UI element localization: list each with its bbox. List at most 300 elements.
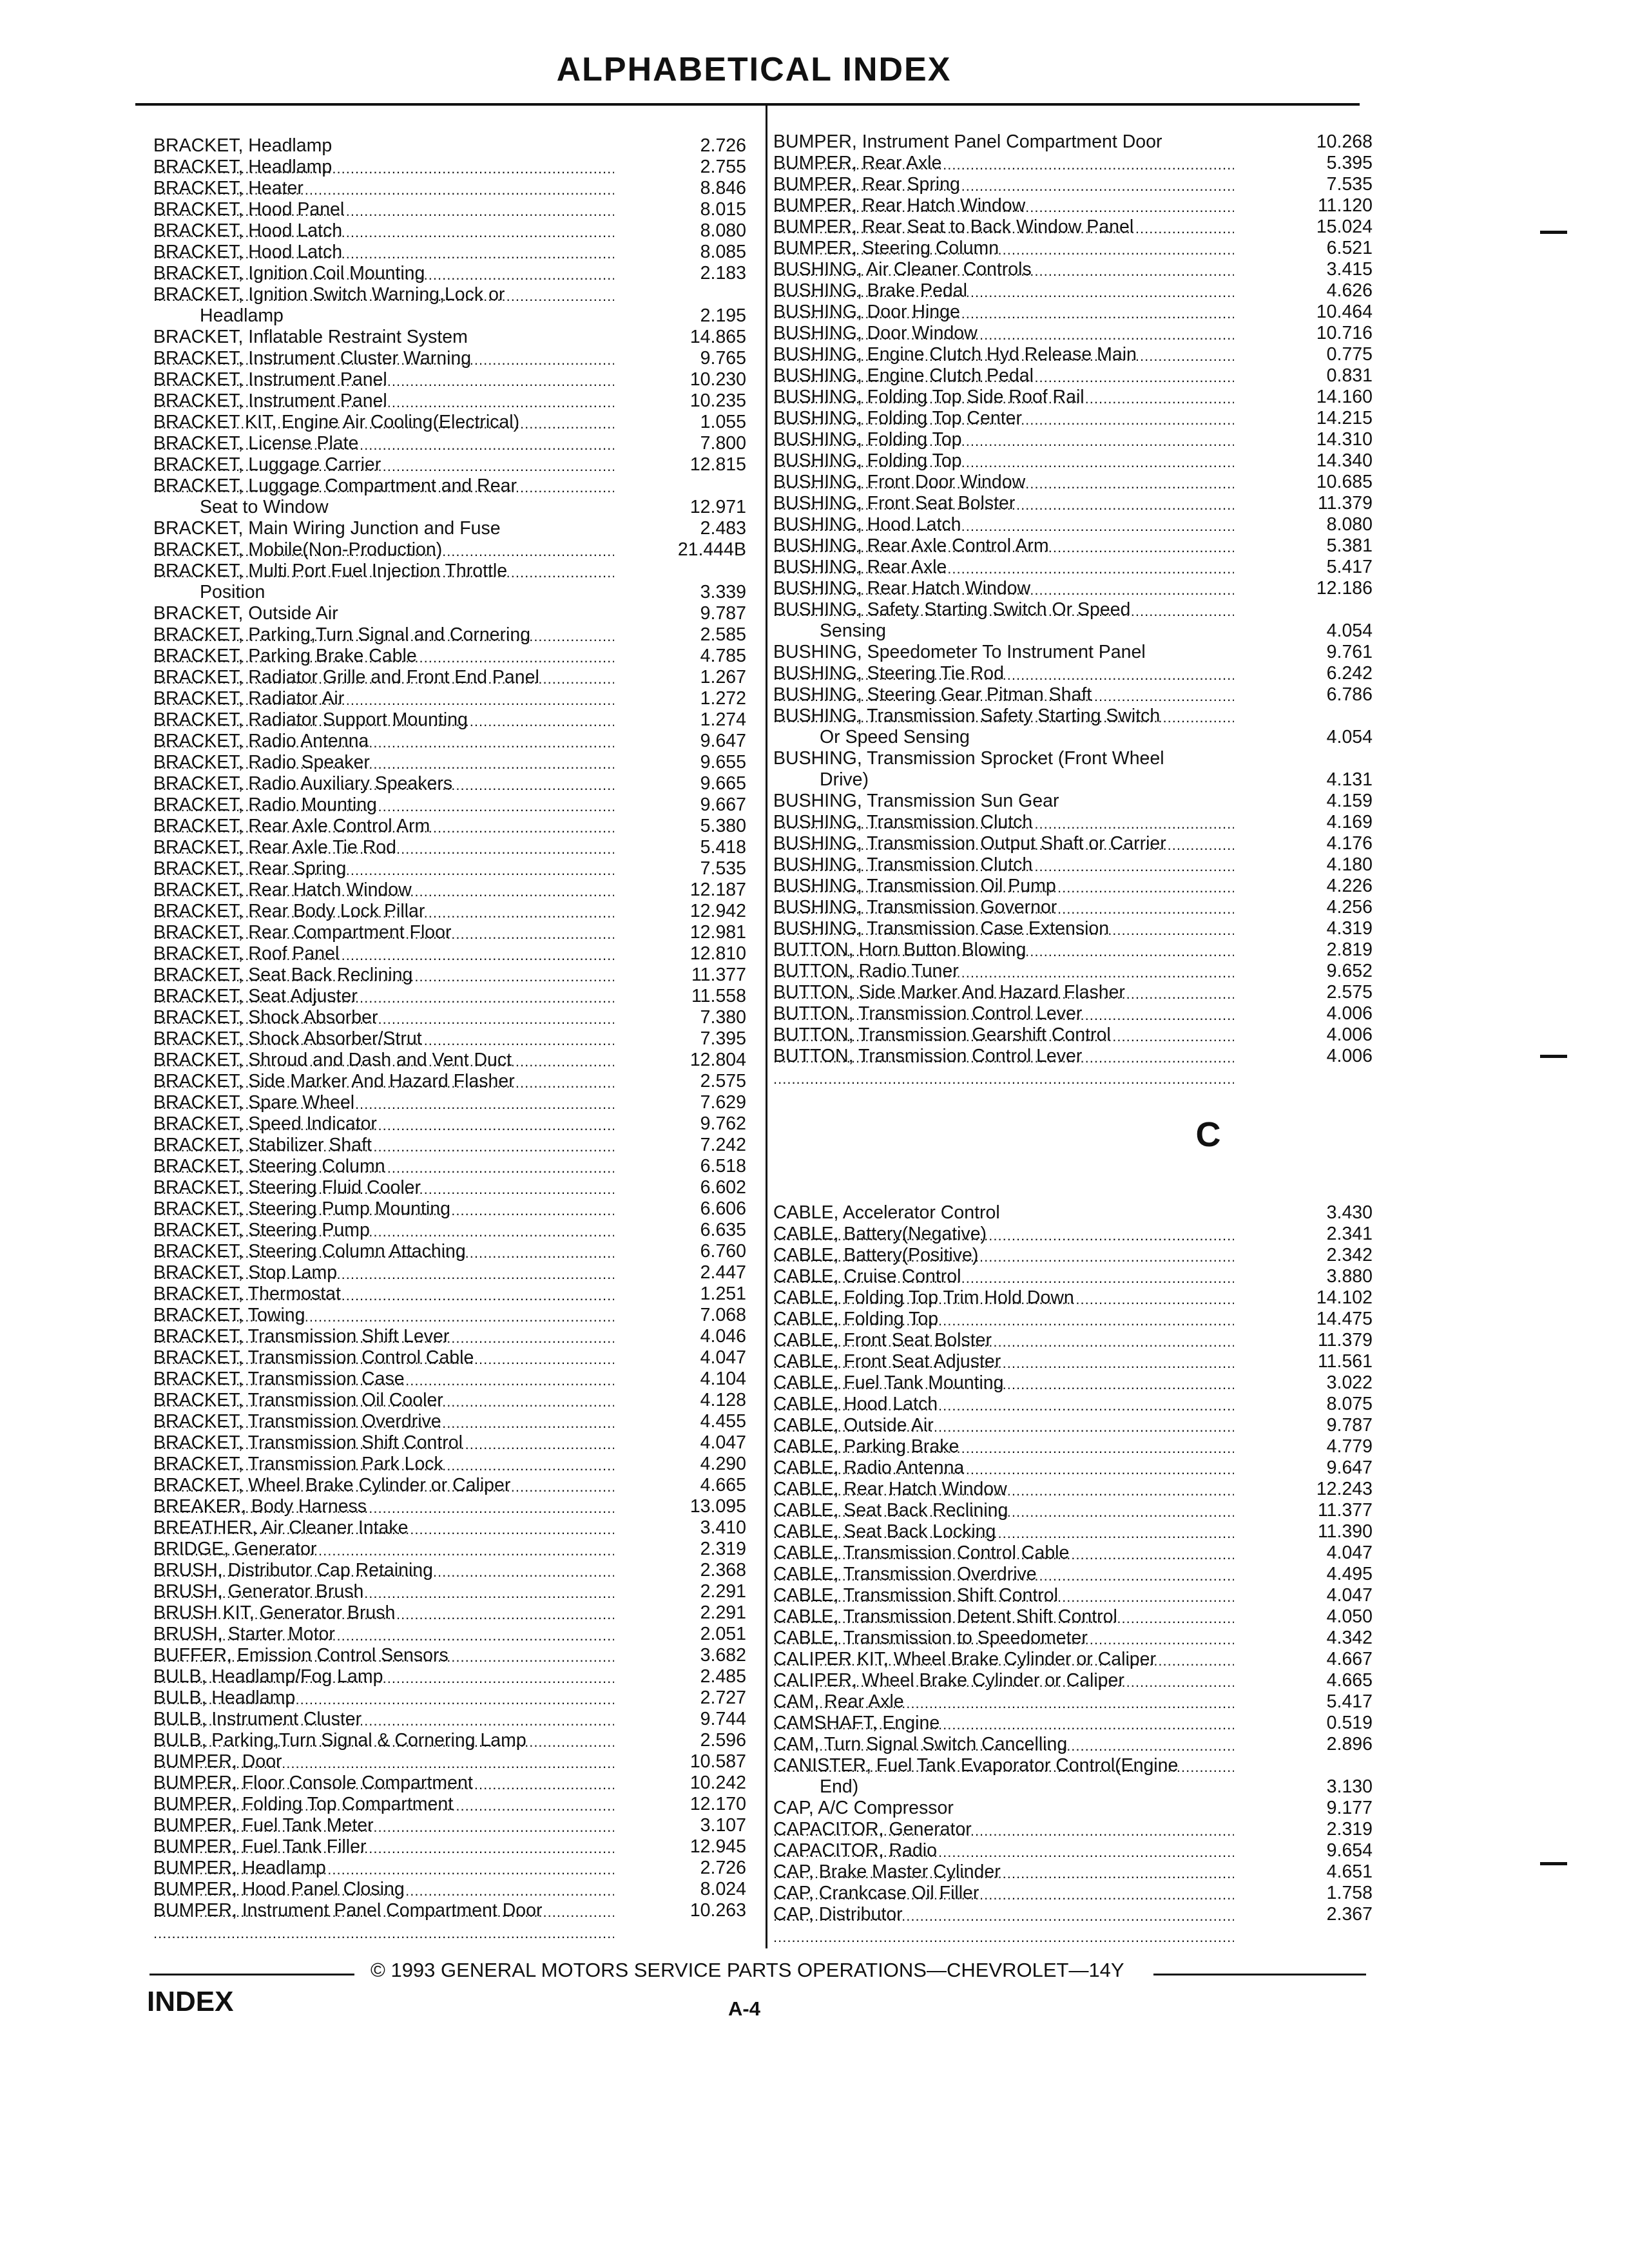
entry-title: BRACKET, Outside Air ..... bbox=[153, 603, 614, 646]
footer-rule-left bbox=[149, 1974, 354, 1975]
index-entry bbox=[773, 1521, 1373, 1542]
entry-page-ref: 7.800 bbox=[700, 433, 746, 454]
entry-title: CABLE, Fuel Tank Mounting ..... bbox=[773, 1372, 1234, 1415]
index-entry bbox=[773, 684, 1373, 706]
entry-title: BUSHING, Rear Hatch Window ..... bbox=[773, 578, 1234, 620]
entry-title: BUSHING, Transmission Oil Pump ..... bbox=[773, 876, 1234, 918]
entry-page-ref: 4.006 bbox=[1326, 1003, 1373, 1024]
entry-page-ref: 2.291 bbox=[700, 1602, 746, 1623]
entry-page-ref: 9.654 bbox=[1326, 1840, 1373, 1861]
index-entry bbox=[153, 1687, 746, 1709]
entry-title: CABLE, Folding Top ..... bbox=[773, 1309, 1234, 1351]
entry-title: CABLE, Seat Back Reclining ..... bbox=[773, 1500, 1234, 1542]
index-entry bbox=[153, 242, 746, 263]
entry-title: CABLE, Front Seat Bolster ..... bbox=[773, 1330, 1234, 1372]
index-entry bbox=[153, 1305, 746, 1326]
entry-title: CAPACITOR, Generator ..... bbox=[773, 1819, 1234, 1861]
entry-page-ref: 21.444B bbox=[677, 539, 746, 560]
entry-title: BUSHING, Transmission Clutch ..... bbox=[773, 812, 1234, 854]
index-entry bbox=[153, 1007, 746, 1028]
entry-title: BRACKET, Headlamp ..... bbox=[153, 135, 614, 178]
entry-title: BRACKET, Radio Auxiliary Speakers ..... bbox=[153, 773, 614, 816]
index-entry bbox=[773, 1436, 1373, 1457]
entry-title: BRACKET, Headlamp ..... bbox=[153, 157, 614, 199]
entry-page-ref: 9.665 bbox=[700, 773, 746, 794]
entry-title: BUTTON, Horn Button Blowing ..... bbox=[773, 939, 1234, 982]
entry-page-ref: 4.256 bbox=[1326, 897, 1373, 918]
entry-page-ref: 2.447 bbox=[700, 1262, 746, 1283]
index-entry bbox=[153, 709, 746, 731]
entry-page-ref: 9.787 bbox=[700, 603, 746, 624]
entry-page-ref: 4.665 bbox=[700, 1475, 746, 1495]
entry-page-ref: 12.170 bbox=[689, 1794, 746, 1814]
entry-title: BRACKET, Spare Wheel ..... bbox=[153, 1092, 614, 1135]
index-entry bbox=[773, 1457, 1373, 1479]
entry-title: BRACKET, Side Marker And Hazard Flasher ..... bbox=[153, 1071, 614, 1113]
index-entry bbox=[153, 369, 746, 390]
entry-title bbox=[153, 284, 614, 327]
index-entry bbox=[773, 174, 1373, 195]
index-entry bbox=[773, 1713, 1373, 1734]
index-entry bbox=[773, 642, 1373, 663]
entry-title: BUSHING, Engine Clutch Hyd Release Main ..... bbox=[773, 344, 1234, 387]
index-entry bbox=[153, 624, 746, 646]
entry-page-ref: 0.831 bbox=[1326, 365, 1373, 386]
entry-page-ref: 10.235 bbox=[689, 390, 746, 411]
index-entry bbox=[153, 518, 746, 539]
entry-title: BRACKET, Multi Port Fuel Injection Throttle bbox=[153, 561, 508, 581]
index-entry bbox=[153, 879, 746, 901]
entry-title: BUSHING, Engine Clutch Pedal ..... bbox=[773, 365, 1234, 408]
index-entry bbox=[773, 876, 1373, 897]
entry-page-ref: 4.128 bbox=[700, 1390, 746, 1410]
index-entry bbox=[773, 280, 1373, 302]
entry-page-ref: 11.390 bbox=[1317, 1521, 1373, 1542]
entry-title: BRACKET, Shroud and Dash and Vent Duct ..... bbox=[153, 1050, 614, 1092]
index-entry bbox=[153, 794, 746, 816]
entry-page-ref: 3.410 bbox=[700, 1517, 746, 1538]
entry-title: BRACKET, Transmission Overdrive ..... bbox=[153, 1411, 614, 1454]
entry-page-ref: 13.095 bbox=[689, 1496, 746, 1517]
entry-title: BUSHING, Transmission Governor ..... bbox=[773, 897, 1234, 939]
entry-page-ref: 4.495 bbox=[1326, 1564, 1373, 1584]
entry-page-ref: 2.727 bbox=[700, 1687, 746, 1708]
index-entry bbox=[153, 1879, 746, 1900]
entry-title: CALIPER, Wheel Brake Cylinder or Caliper ..... bbox=[773, 1670, 1234, 1713]
entry-page-ref: 2.896 bbox=[1326, 1734, 1373, 1754]
entry-title: BRACKET, Radio Antenna ..... bbox=[153, 731, 614, 773]
entry-page-ref: 6.635 bbox=[700, 1220, 746, 1240]
entry-title: BRACKET, Shock Absorber ..... bbox=[153, 1007, 614, 1050]
index-entry bbox=[773, 408, 1373, 429]
entry-title: BUSHING, Folding Top Side Roof Rail ..... bbox=[773, 387, 1234, 429]
entry-page-ref: 7.395 bbox=[700, 1028, 746, 1049]
entry-page-ref: 4.047 bbox=[1326, 1542, 1373, 1563]
entry-title: BRACKET, Towing ..... bbox=[153, 1305, 614, 1347]
entry-title: CABLE, Front Seat Adjuster ..... bbox=[773, 1351, 1234, 1394]
index-entry bbox=[153, 1475, 746, 1496]
index-entry bbox=[773, 1024, 1373, 1046]
entry-title: BUTTON, Transmission Gearshift Control ..... bbox=[773, 1024, 1234, 1067]
entry-title: BRACKET, Shock Absorber/Strut ..... bbox=[153, 1028, 614, 1071]
entry-page-ref: 11.377 bbox=[691, 965, 746, 985]
entry-page-ref: 2.291 bbox=[700, 1581, 746, 1602]
entry-title: CABLE, Battery(Negative) ..... bbox=[773, 1224, 1234, 1266]
entry-page-ref: 14.865 bbox=[689, 327, 746, 347]
index-entry bbox=[153, 284, 746, 327]
entry-title: BUSHING, Transmission Clutch ..... bbox=[773, 854, 1234, 897]
index-entry bbox=[153, 837, 746, 858]
entry-page-ref: 0.775 bbox=[1326, 344, 1373, 365]
index-entry bbox=[773, 833, 1373, 854]
index-entry bbox=[153, 731, 746, 752]
index-entry bbox=[773, 535, 1373, 557]
entry-page-ref: 5.417 bbox=[1326, 1691, 1373, 1712]
entry-page-ref: 12.945 bbox=[689, 1836, 746, 1857]
index-entry bbox=[773, 216, 1373, 238]
entry-title: BUMPER, Door ..... bbox=[153, 1751, 614, 1794]
entry-page-ref: 4.047 bbox=[700, 1432, 746, 1453]
entry-title-continuation: Drive) bbox=[820, 769, 869, 790]
index-entry bbox=[153, 1560, 746, 1581]
entry-page-ref: 5.381 bbox=[1326, 535, 1373, 556]
index-entry bbox=[773, 259, 1373, 280]
entry-page-ref: 10.464 bbox=[1316, 302, 1373, 322]
index-group-b bbox=[773, 131, 1373, 1067]
index-entry bbox=[773, 812, 1373, 833]
copyright-notice: © 1993 GENERAL MOTORS SERVICE PARTS OPERATIONS—CHEVROLET—14Y bbox=[371, 1959, 1124, 1981]
page-number: A-4 bbox=[728, 1997, 760, 2020]
index-entry bbox=[153, 1539, 746, 1560]
index-entry bbox=[153, 1241, 746, 1262]
footer-rule-right bbox=[1153, 1974, 1366, 1975]
entry-title: BUMPER, Instrument Panel Compartment Door ..... bbox=[773, 131, 1234, 174]
title-rule bbox=[135, 103, 1360, 106]
entry-title: BUMPER, Fuel Tank Meter ..... bbox=[153, 1815, 614, 1858]
index-entry bbox=[773, 1691, 1373, 1713]
entry-page-ref: 2.319 bbox=[1326, 1819, 1373, 1840]
entry-page-ref: 9.647 bbox=[1326, 1457, 1373, 1478]
entry-title: BRACKET, Transmission Shift Control ..... bbox=[153, 1432, 614, 1475]
entry-title: BUMPER, Instrument Panel Compartment Door ..... bbox=[153, 1900, 614, 1943]
entry-page-ref: 3.682 bbox=[700, 1645, 746, 1666]
entry-page-ref: 2.319 bbox=[700, 1539, 746, 1559]
entry-title: CABLE, Transmission Detent Shift Control ..... bbox=[773, 1606, 1234, 1649]
entry-title bbox=[773, 706, 1234, 748]
entry-title: BUTTON, Side Marker And Hazard Flasher ..... bbox=[773, 982, 1234, 1024]
entry-title: BRUSH KIT, Generator Brush ..... bbox=[153, 1602, 614, 1645]
index-entry bbox=[773, 493, 1373, 514]
entry-page-ref: 3.022 bbox=[1326, 1372, 1373, 1393]
index-entry bbox=[773, 1415, 1373, 1436]
entry-title: CABLE, Transmission Shift Control ..... bbox=[773, 1585, 1234, 1628]
entry-title: BUTTON, Radio Tuner ..... bbox=[773, 961, 1234, 1003]
entry-page-ref: 1.055 bbox=[700, 412, 746, 432]
index-entry bbox=[773, 344, 1373, 365]
index-entry bbox=[773, 1649, 1373, 1670]
index-entry bbox=[773, 1564, 1373, 1585]
entry-title-continuation: Position bbox=[200, 582, 265, 602]
entry-page-ref: 4.180 bbox=[1326, 854, 1373, 875]
entry-page-ref: 2.755 bbox=[700, 157, 746, 177]
index-entry bbox=[153, 1432, 746, 1454]
index-entry bbox=[153, 1900, 746, 1921]
index-entry bbox=[153, 476, 746, 518]
entry-page-ref: 9.765 bbox=[700, 348, 746, 369]
index-entry bbox=[153, 1135, 746, 1156]
index-entry bbox=[773, 1394, 1373, 1415]
entry-page-ref: 1.267 bbox=[700, 667, 746, 687]
entry-page-ref: 4.626 bbox=[1326, 280, 1373, 301]
entry-page-ref: 9.652 bbox=[1326, 961, 1373, 981]
index-entry bbox=[153, 1602, 746, 1624]
entry-title: BRACKET, Steering Pump Mounting ..... bbox=[153, 1198, 614, 1241]
entry-page-ref: 2.819 bbox=[1326, 939, 1373, 960]
index-entry bbox=[153, 752, 746, 773]
entry-page-ref: 4.104 bbox=[700, 1369, 746, 1389]
index-entry bbox=[773, 365, 1373, 387]
entry-page-ref: 12.187 bbox=[689, 879, 746, 900]
index-entry bbox=[153, 688, 746, 709]
entry-title: BUMPER, Rear Axle ..... bbox=[773, 153, 1234, 195]
entry-title: BUSHING, Door Window ..... bbox=[773, 323, 1234, 365]
entry-page-ref: 6.242 bbox=[1326, 663, 1373, 684]
entry-title: BUSHING, Hood Latch ..... bbox=[773, 514, 1234, 557]
entry-page-ref: 4.176 bbox=[1326, 833, 1373, 854]
entry-page-ref: 4.651 bbox=[1326, 1861, 1373, 1882]
entry-title: BRUSH, Starter Motor ..... bbox=[153, 1624, 614, 1666]
entry-page-ref: 12.804 bbox=[689, 1050, 746, 1070]
entry-title: CAPACITOR, Radio ..... bbox=[773, 1840, 1234, 1883]
index-entry bbox=[773, 1351, 1373, 1372]
entry-page-ref: 1.251 bbox=[700, 1283, 746, 1304]
entry-title: BRACKET, Parking,Turn Signal and Cornering ..... bbox=[153, 624, 614, 667]
entry-page-ref: 8.075 bbox=[1326, 1394, 1373, 1414]
entry-page-ref: 4.046 bbox=[700, 1326, 746, 1347]
entry-page-ref: 2.575 bbox=[1326, 982, 1373, 1003]
entry-page-ref: 7.629 bbox=[700, 1092, 746, 1113]
entry-page-ref: 1.272 bbox=[700, 688, 746, 709]
entry-page-ref: 12.810 bbox=[689, 943, 746, 964]
entry-page-ref: 2.195 bbox=[700, 305, 746, 326]
entry-title bbox=[153, 561, 614, 603]
index-entry bbox=[773, 854, 1373, 876]
index-entry bbox=[773, 599, 1373, 642]
entry-title: BUTTON, Transmission Control Lever ..... bbox=[773, 1046, 1234, 1088]
index-entry bbox=[773, 791, 1373, 812]
index-entry bbox=[153, 1581, 746, 1602]
entry-page-ref: 4.785 bbox=[700, 646, 746, 666]
entry-title: BUSHING, Steering Gear Pitman Shaft ..... bbox=[773, 684, 1234, 727]
entry-page-ref: 12.243 bbox=[1316, 1479, 1373, 1499]
entry-title-continuation: Sensing bbox=[820, 620, 886, 641]
entry-title: BRACKET, Hood Latch ..... bbox=[153, 242, 614, 284]
index-entry bbox=[153, 943, 746, 965]
index-entry bbox=[153, 1454, 746, 1475]
index-entry bbox=[773, 1202, 1373, 1224]
entry-page-ref: 2.726 bbox=[700, 1858, 746, 1878]
entry-page-ref: 2.367 bbox=[1326, 1904, 1373, 1925]
entry-page-ref: 7.242 bbox=[700, 1135, 746, 1155]
entry-title: BUSHING, Safety Starting Switch Or Speed bbox=[773, 599, 1131, 620]
entry-title: BRACKET, Radiator Support Mounting ..... bbox=[153, 709, 614, 752]
index-entry bbox=[153, 178, 746, 199]
entry-title: BRIDGE, Generator ..... bbox=[153, 1539, 614, 1581]
entry-title: BRACKET, Transmission Control Cable ..... bbox=[153, 1347, 614, 1390]
entry-page-ref: 8.015 bbox=[700, 199, 746, 220]
entry-title: CABLE, Outside Air ..... bbox=[773, 1415, 1234, 1457]
index-entry bbox=[153, 1071, 746, 1092]
entry-title: BRACKET, Radiator Grille and Front End Panel ..... bbox=[153, 667, 614, 709]
index-entry bbox=[153, 1390, 746, 1411]
entry-page-ref: 4.131 bbox=[1326, 769, 1373, 790]
entry-title: BUSHING, Transmission Case Extension ..... bbox=[773, 918, 1234, 961]
entry-title: CABLE, Rear Hatch Window ..... bbox=[773, 1479, 1234, 1521]
index-entry bbox=[773, 1606, 1373, 1628]
entry-title: BUSHING, Folding Top ..... bbox=[773, 429, 1234, 472]
index-entry bbox=[153, 1496, 746, 1517]
column-divider bbox=[766, 106, 767, 1948]
index-entry bbox=[773, 1046, 1373, 1067]
index-entry bbox=[153, 1815, 746, 1836]
index-entry bbox=[153, 390, 746, 412]
index-entry bbox=[153, 1050, 746, 1071]
index-entry bbox=[773, 1904, 1373, 1925]
entry-title: BRACKET, Parking Brake Cable ..... bbox=[153, 646, 614, 688]
entry-page-ref: 7.535 bbox=[1326, 174, 1373, 195]
entry-page-ref: 2.368 bbox=[700, 1560, 746, 1581]
entry-title: BUMPER, Rear Seat to Back Window Panel ..... bbox=[773, 216, 1234, 259]
entry-title-continuation: End) bbox=[820, 1776, 859, 1797]
index-entry bbox=[773, 1585, 1373, 1606]
entry-page-ref: 10.242 bbox=[689, 1773, 746, 1793]
entry-page-ref: 9.647 bbox=[700, 731, 746, 751]
index-entry bbox=[773, 302, 1373, 323]
entry-page-ref: 2.483 bbox=[700, 518, 746, 539]
entry-page-ref: 2.342 bbox=[1326, 1245, 1373, 1265]
entry-title: BRACKET, Rear Hatch Window ..... bbox=[153, 879, 614, 922]
entry-title-continuation: Headlamp bbox=[200, 305, 284, 326]
entry-page-ref: 5.395 bbox=[1326, 153, 1373, 173]
entry-page-ref: 14.310 bbox=[1316, 429, 1373, 450]
entry-page-ref: 11.561 bbox=[1317, 1351, 1373, 1372]
index-entry bbox=[773, 1798, 1373, 1819]
entry-title: CABLE, Folding Top Trim Hold Down ..... bbox=[773, 1287, 1234, 1330]
index-entry bbox=[773, 748, 1373, 791]
index-entry bbox=[153, 327, 746, 348]
entry-page-ref: 3.130 bbox=[1326, 1776, 1373, 1797]
index-column-left bbox=[153, 135, 746, 1921]
entry-title: BRACKET, Hood Latch ..... bbox=[153, 220, 614, 263]
entry-page-ref: 5.418 bbox=[700, 837, 746, 858]
entry-title: BRACKET, Luggage Compartment and Rear bbox=[153, 476, 517, 496]
entry-page-ref: 4.006 bbox=[1326, 1046, 1373, 1066]
index-entry bbox=[153, 1730, 746, 1751]
index-entry bbox=[153, 1156, 746, 1177]
index-entry bbox=[773, 939, 1373, 961]
index-entry bbox=[773, 1755, 1373, 1798]
entry-title: CAP, Brake Master Cylinder ..... bbox=[773, 1861, 1234, 1904]
index-entry bbox=[153, 348, 746, 369]
entry-title: BRACKET, Thermostat ..... bbox=[153, 1283, 614, 1326]
index-entry bbox=[773, 1840, 1373, 1861]
entry-page-ref: 2.341 bbox=[1326, 1224, 1373, 1244]
entry-title: BUSHING, Transmission Sprocket (Front Wheel bbox=[773, 748, 1164, 769]
entry-page-ref: 0.519 bbox=[1326, 1713, 1373, 1733]
entry-page-ref: 3.430 bbox=[1326, 1202, 1373, 1223]
entry-page-ref: 10.587 bbox=[689, 1751, 746, 1772]
entry-page-ref: 10.263 bbox=[689, 1900, 746, 1921]
index-entry bbox=[153, 986, 746, 1007]
index-entry bbox=[153, 965, 746, 986]
entry-title: BRACKET, Roof Panel ..... bbox=[153, 943, 614, 986]
entry-title: BRACKET, Speed Indicator ..... bbox=[153, 1113, 614, 1156]
index-entry bbox=[773, 557, 1373, 578]
entry-page-ref: 4.169 bbox=[1326, 812, 1373, 832]
index-entry bbox=[773, 1330, 1373, 1351]
entry-title: BRACKET, Transmission Case ..... bbox=[153, 1369, 614, 1411]
entry-title: CAP, Distributor ..... bbox=[773, 1904, 1234, 1946]
index-entry bbox=[153, 1113, 746, 1135]
entry-page-ref: 12.942 bbox=[689, 901, 746, 921]
entry-title: BUMPER, Floor Console Compartment ..... bbox=[153, 1773, 614, 1815]
entry-title: BRACKET, Radiator Air ..... bbox=[153, 688, 614, 731]
index-entry bbox=[153, 433, 746, 454]
entry-page-ref: 2.183 bbox=[700, 263, 746, 284]
entry-page-ref: 12.971 bbox=[689, 497, 746, 517]
entry-page-ref: 9.744 bbox=[700, 1709, 746, 1729]
entry-title: BUSHING, Transmission Output Shaft or Carrier ..... bbox=[773, 833, 1234, 876]
entry-title: BRACKET, Ignition Switch Warning,Lock or bbox=[153, 284, 505, 305]
entry-page-ref: 4.319 bbox=[1326, 918, 1373, 939]
entry-title: BUMPER, Hood Panel Closing ..... bbox=[153, 1879, 614, 1921]
entry-page-ref: 6.521 bbox=[1326, 238, 1373, 258]
index-entry bbox=[773, 450, 1373, 472]
entry-page-ref: 2.596 bbox=[700, 1730, 746, 1751]
entry-page-ref: 4.667 bbox=[1326, 1649, 1373, 1669]
entry-title: BRACKET, Stabilizer Shaft ..... bbox=[153, 1135, 614, 1177]
entry-title: BRACKET, Instrument Panel ..... bbox=[153, 369, 614, 412]
index-entry bbox=[773, 578, 1373, 599]
entry-title: BRACKET, Seat Back Reclining ..... bbox=[153, 965, 614, 1007]
index-entry bbox=[153, 901, 746, 922]
entry-title: BRACKET, Instrument Panel ..... bbox=[153, 390, 614, 433]
entry-title: BRACKET, Luggage Carrier ..... bbox=[153, 454, 614, 497]
index-entry bbox=[153, 1177, 746, 1198]
index-entry bbox=[153, 1198, 746, 1220]
entry-page-ref: 11.377 bbox=[1317, 1500, 1373, 1521]
entry-title: BRACKET, Mobile(Non-Production) ..... bbox=[153, 539, 614, 582]
index-entry bbox=[153, 1369, 746, 1390]
entry-title: BUSHING, Rear Axle ..... bbox=[773, 557, 1234, 599]
index-entry bbox=[773, 1628, 1373, 1649]
entry-title: BULB, Parking,Turn Signal & Cornering Lamp ..... bbox=[153, 1730, 614, 1773]
entry-title: BUSHING, Front Seat Bolster ..... bbox=[773, 493, 1234, 535]
entry-page-ref: 9.762 bbox=[700, 1113, 746, 1134]
index-entry bbox=[153, 454, 746, 476]
entry-title: CAM, Rear Axle ..... bbox=[773, 1691, 1234, 1734]
entry-title: BULB, Headlamp ..... bbox=[153, 1687, 614, 1730]
entry-page-ref: 2.585 bbox=[700, 624, 746, 645]
entry-title: BUTTON, Transmission Control Lever ..... bbox=[773, 1003, 1234, 1046]
index-entry bbox=[153, 1645, 746, 1666]
entry-title: CAP, A/C Compressor ..... bbox=[773, 1798, 1234, 1840]
entry-title: CABLE, Transmission to Speedometer ..... bbox=[773, 1628, 1234, 1670]
index-entry bbox=[153, 773, 746, 794]
entry-title: BRACKET, Rear Body Lock Pillar ..... bbox=[153, 901, 614, 943]
entry-page-ref: 5.417 bbox=[1326, 557, 1373, 577]
entry-page-ref: 10.230 bbox=[689, 369, 746, 390]
